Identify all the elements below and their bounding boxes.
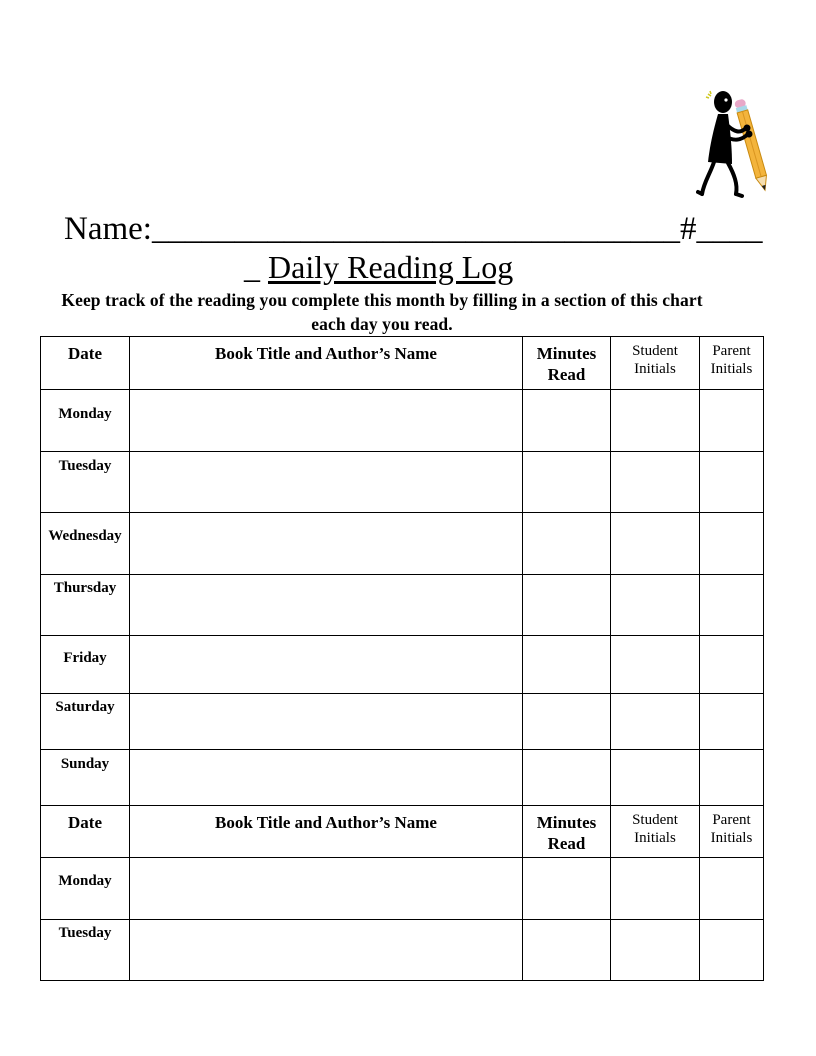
table-row — [41, 452, 764, 513]
parent-initials-cell[interactable] — [700, 513, 764, 575]
minutes-cell[interactable] — [523, 858, 611, 920]
reading-log-table — [40, 336, 764, 981]
table-row — [41, 390, 764, 452]
book-cell[interactable] — [130, 920, 523, 981]
header-row — [41, 806, 764, 858]
book-cell[interactable] — [130, 452, 523, 513]
header-date: Date — [41, 806, 130, 858]
day-label: Tuesday — [41, 920, 130, 981]
header-date: Date — [41, 337, 130, 390]
header-minutes-line1: Minutes — [536, 344, 597, 363]
header-minutes-line2: Read — [547, 365, 586, 384]
stick-figure-with-pencil-icon — [696, 88, 768, 202]
book-cell[interactable] — [130, 750, 523, 806]
header-parent-line2: Initials — [710, 361, 753, 377]
minutes-cell[interactable] — [523, 750, 611, 806]
header-student-line2: Initials — [634, 830, 676, 846]
header-parent-line1: Parent — [712, 812, 751, 828]
parent-initials-cell[interactable] — [700, 390, 764, 452]
title-prefix: _ — [244, 249, 260, 285]
header-book: Book Title and Author’s Name — [130, 806, 523, 858]
header-student-initials — [611, 337, 700, 390]
minutes-cell[interactable] — [523, 513, 611, 575]
table-row — [41, 636, 764, 694]
parent-initials-cell[interactable] — [700, 694, 764, 750]
student-initials-cell[interactable] — [611, 694, 700, 750]
student-initials-cell[interactable] — [611, 390, 700, 452]
minutes-cell[interactable] — [523, 920, 611, 981]
day-label: Thursday — [41, 575, 130, 636]
student-initials-cell[interactable] — [611, 858, 700, 920]
table-row — [41, 858, 764, 920]
day-label: Monday — [41, 858, 130, 920]
parent-initials-cell[interactable] — [700, 636, 764, 694]
student-initials-cell[interactable] — [611, 750, 700, 806]
name-number-line: Name:________________________________#____ — [64, 211, 763, 247]
day-label: Saturday — [41, 694, 130, 750]
header-student-line1: Student — [632, 812, 678, 828]
header-book: Book Title and Author’s Name — [130, 337, 523, 390]
header-parent-initials — [700, 806, 764, 858]
student-initials-cell[interactable] — [611, 920, 700, 981]
minutes-cell[interactable] — [523, 390, 611, 452]
header-minutes — [523, 337, 611, 390]
header-parent-initials — [700, 337, 764, 390]
student-initials-cell[interactable] — [611, 452, 700, 513]
minutes-cell[interactable] — [523, 636, 611, 694]
header-student-line2: Initials — [634, 361, 676, 377]
student-initials-cell[interactable] — [611, 575, 700, 636]
table-row — [41, 920, 764, 981]
header-minutes-line2: Read — [547, 834, 586, 853]
parent-initials-cell[interactable] — [700, 920, 764, 981]
minutes-cell[interactable] — [523, 452, 611, 513]
minutes-cell[interactable] — [523, 575, 611, 636]
book-cell[interactable] — [130, 694, 523, 750]
book-cell[interactable] — [130, 575, 523, 636]
day-label: Wednesday — [41, 513, 130, 575]
header-row — [41, 337, 764, 390]
parent-initials-cell[interactable] — [700, 575, 764, 636]
table-row — [41, 750, 764, 806]
student-initials-cell[interactable] — [611, 636, 700, 694]
book-cell[interactable] — [130, 513, 523, 575]
day-label: Monday — [41, 390, 130, 452]
instructions: Keep track of the reading you complete this month by filling in a section of this chart each day you read. — [61, 290, 703, 334]
book-cell[interactable] — [130, 390, 523, 452]
day-label: Sunday — [41, 750, 130, 806]
header-parent-line1: Parent — [712, 343, 751, 359]
title-text: Daily Reading Log — [268, 249, 514, 285]
header-minutes-line1: Minutes — [536, 813, 597, 832]
day-label: Friday — [41, 636, 130, 694]
header-student-initials — [611, 806, 700, 858]
header-parent-line2: Initials — [710, 830, 753, 846]
table-row — [41, 694, 764, 750]
parent-initials-cell[interactable] — [700, 452, 764, 513]
minutes-cell[interactable] — [523, 694, 611, 750]
header-minutes — [523, 806, 611, 858]
day-label: Tuesday — [41, 452, 130, 513]
parent-initials-cell[interactable] — [700, 750, 764, 806]
book-cell[interactable] — [130, 858, 523, 920]
student-initials-cell[interactable] — [611, 513, 700, 575]
parent-initials-cell[interactable] — [700, 858, 764, 920]
page-title — [244, 247, 564, 287]
table-row — [41, 513, 764, 575]
table-row — [41, 575, 764, 636]
header-student-line1: Student — [632, 343, 678, 359]
book-cell[interactable] — [130, 636, 523, 694]
